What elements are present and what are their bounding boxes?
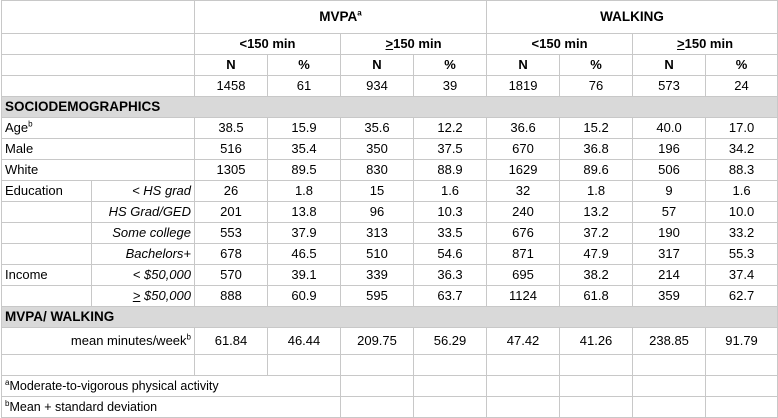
table-cell: 88.9 (414, 160, 487, 181)
table-cell: < HS grad (92, 181, 195, 202)
table-cell: 570 (195, 265, 268, 286)
table-cell (633, 355, 706, 376)
table-cell: 32 (487, 181, 560, 202)
table-row-education-lt-hs (2, 181, 778, 202)
table-cell: N (341, 55, 414, 76)
table-cell: 214 (633, 265, 706, 286)
table-cell: Income (2, 265, 92, 286)
footnote-b (2, 397, 778, 418)
table-cell: 240 (487, 202, 560, 223)
table-row-education-bachelors (2, 244, 778, 265)
table-cell: 47.42 (487, 328, 560, 355)
table-row-income-ge-50k (2, 286, 778, 307)
table-cell: 1819 (487, 76, 560, 97)
table-cell: 1305 (195, 160, 268, 181)
table-cell: MVPA/ WALKING (2, 307, 778, 328)
table-cell: 317 (633, 244, 706, 265)
table-cell: 190 (633, 223, 706, 244)
table-cell: 61 (268, 76, 341, 97)
table-cell: 339 (341, 265, 414, 286)
table-cell: 60.9 (268, 286, 341, 307)
table-cell: > $50,000 (92, 286, 195, 307)
table-cell: Bachelors+ (92, 244, 195, 265)
table-cell (341, 376, 414, 397)
table-cell (706, 397, 778, 418)
table-cell: 506 (633, 160, 706, 181)
table-cell: HS Grad/GED (92, 202, 195, 223)
table-cell (414, 376, 487, 397)
table-cell: 38.5 (195, 118, 268, 139)
table-cell (414, 397, 487, 418)
table-cell: 196 (633, 139, 706, 160)
table-cell (2, 202, 92, 223)
table-row-white (2, 160, 778, 181)
table-cell (2, 34, 195, 55)
spacer-row (2, 355, 778, 376)
table-row-mean-minutes (2, 328, 778, 355)
table-cell: % (268, 55, 341, 76)
table-cell (2, 55, 195, 76)
table-cell: 36.8 (560, 139, 633, 160)
table-cell: 33.2 (706, 223, 778, 244)
table-cell (560, 376, 633, 397)
table-cell (195, 355, 268, 376)
table-cell: N (633, 55, 706, 76)
table-cell: 871 (487, 244, 560, 265)
table-cell: 17.0 (706, 118, 778, 139)
table-cell: 56.29 (414, 328, 487, 355)
table-cell: 888 (195, 286, 268, 307)
table-cell: 34.2 (706, 139, 778, 160)
table-cell: 37.5 (414, 139, 487, 160)
table-cell: 76 (560, 76, 633, 97)
table-row-income-lt-50k (2, 265, 778, 286)
table-cell: 595 (341, 286, 414, 307)
table-cell (2, 76, 195, 97)
table-row-male (2, 139, 778, 160)
walk-ge150-header: >150 min (633, 34, 778, 55)
table-cell (560, 355, 633, 376)
table-cell: N (195, 55, 268, 76)
table-cell: White (2, 160, 195, 181)
table-cell: 37.4 (706, 265, 778, 286)
table-cell: < $50,000 (92, 265, 195, 286)
table-cell: 9 (633, 181, 706, 202)
table-cell: % (560, 55, 633, 76)
table-cell: 13.8 (268, 202, 341, 223)
section-mvpa-walking (2, 307, 778, 328)
table-cell (487, 355, 560, 376)
table-cell: 573 (633, 76, 706, 97)
table-cell: 1124 (487, 286, 560, 307)
walk-lt150-header: <150 min (487, 34, 633, 55)
table-cell: 36.3 (414, 265, 487, 286)
table-cell: 516 (195, 139, 268, 160)
walking-header: WALKING (487, 1, 778, 34)
table-cell (2, 244, 92, 265)
table-cell: 36.6 (487, 118, 560, 139)
table-cell: 91.79 (706, 328, 778, 355)
table-cell: $^a$Moderate-to-vigorous physical activity (2, 376, 341, 397)
table-cell: 35.4 (268, 139, 341, 160)
table-cell: N (487, 55, 560, 76)
section-sociodemographics (2, 97, 778, 118)
table-cell: 15 (341, 181, 414, 202)
table-cell: mean minutes/week$^b$ (2, 328, 195, 355)
table-cell: 13.2 (560, 202, 633, 223)
table-cell: % (414, 55, 487, 76)
table-cell: 40.0 (633, 118, 706, 139)
table-cell: 678 (195, 244, 268, 265)
table-row-age (2, 118, 778, 139)
table-cell: 54.6 (414, 244, 487, 265)
mvpa-lt150-header: <150 min (195, 34, 341, 55)
table-cell: $^b$Mean + standard deviation (2, 397, 341, 418)
table-cell: 61.8 (560, 286, 633, 307)
table-cell: 201 (195, 202, 268, 223)
mvpa-ge150-header: >150 min (341, 34, 487, 55)
table-cell: 46.5 (268, 244, 341, 265)
table-cell (560, 397, 633, 418)
table-cell (633, 376, 706, 397)
table-cell: Education (2, 181, 92, 202)
table-cell: 15.9 (268, 118, 341, 139)
table-cell: 238.85 (633, 328, 706, 355)
column-header-row (2, 55, 778, 76)
table-cell: 10.3 (414, 202, 487, 223)
table-cell: 830 (341, 160, 414, 181)
table-cell: 670 (487, 139, 560, 160)
table-cell: 39 (414, 76, 487, 97)
table-cell: 89.6 (560, 160, 633, 181)
corner-cell (2, 1, 195, 34)
table-cell: 38.2 (560, 265, 633, 286)
table-cell: 934 (341, 76, 414, 97)
table-cell (487, 397, 560, 418)
table-cell: 37.2 (560, 223, 633, 244)
table-cell: 12.2 (414, 118, 487, 139)
table-cell: 209.75 (341, 328, 414, 355)
table-cell (2, 223, 92, 244)
table-cell: 46.44 (268, 328, 341, 355)
table-cell: 1.8 (560, 181, 633, 202)
table-cell: 41.26 (560, 328, 633, 355)
table-cell: 47.9 (560, 244, 633, 265)
table-cell: 62.7 (706, 286, 778, 307)
table-cell (706, 376, 778, 397)
table-cell: Some college (92, 223, 195, 244)
table-row-education-hs (2, 202, 778, 223)
subgroup-header-row (2, 34, 778, 55)
table-cell: 1.8 (268, 181, 341, 202)
table-cell: 1.6 (706, 181, 778, 202)
footnote-a (2, 376, 778, 397)
table-cell: SOCIODEMOGRAPHICS (2, 97, 778, 118)
table-cell (2, 286, 92, 307)
table-cell (2, 355, 195, 376)
table-cell (706, 355, 778, 376)
table-cell: 350 (341, 139, 414, 160)
table-cell: 1.6 (414, 181, 487, 202)
table-cell: 61.84 (195, 328, 268, 355)
table-cell (633, 397, 706, 418)
table-cell: 359 (633, 286, 706, 307)
table-cell: Age$^b$ (2, 118, 195, 139)
table-cell: 1629 (487, 160, 560, 181)
table-cell: 26 (195, 181, 268, 202)
table-cell: 24 (706, 76, 778, 97)
data-table (1, 0, 778, 418)
table-cell: 313 (341, 223, 414, 244)
table-cell (341, 397, 414, 418)
table-cell: 88.3 (706, 160, 778, 181)
table-cell: 39.1 (268, 265, 341, 286)
table-cell: 89.5 (268, 160, 341, 181)
table-cell: 15.2 (560, 118, 633, 139)
table-cell (341, 355, 414, 376)
table-row-education-some-college (2, 223, 778, 244)
table-cell: 1458 (195, 76, 268, 97)
table-cell: % (706, 55, 778, 76)
table-cell: 57 (633, 202, 706, 223)
table-cell: 55.3 (706, 244, 778, 265)
table-cell: 510 (341, 244, 414, 265)
table-cell: 35.6 (341, 118, 414, 139)
mvpa-header: MVPA$^a$ (195, 1, 487, 34)
table-cell: 553 (195, 223, 268, 244)
table-cell: Male (2, 139, 195, 160)
group-header-row (2, 1, 778, 34)
table-cell: 63.7 (414, 286, 487, 307)
table-cell: 33.5 (414, 223, 487, 244)
totals-row (2, 76, 778, 97)
table-cell: 37.9 (268, 223, 341, 244)
table-cell: 96 (341, 202, 414, 223)
table-cell (414, 355, 487, 376)
table-cell: 10.0 (706, 202, 778, 223)
table-cell: 695 (487, 265, 560, 286)
table-cell (487, 376, 560, 397)
table-cell (268, 355, 341, 376)
table-cell: 676 (487, 223, 560, 244)
